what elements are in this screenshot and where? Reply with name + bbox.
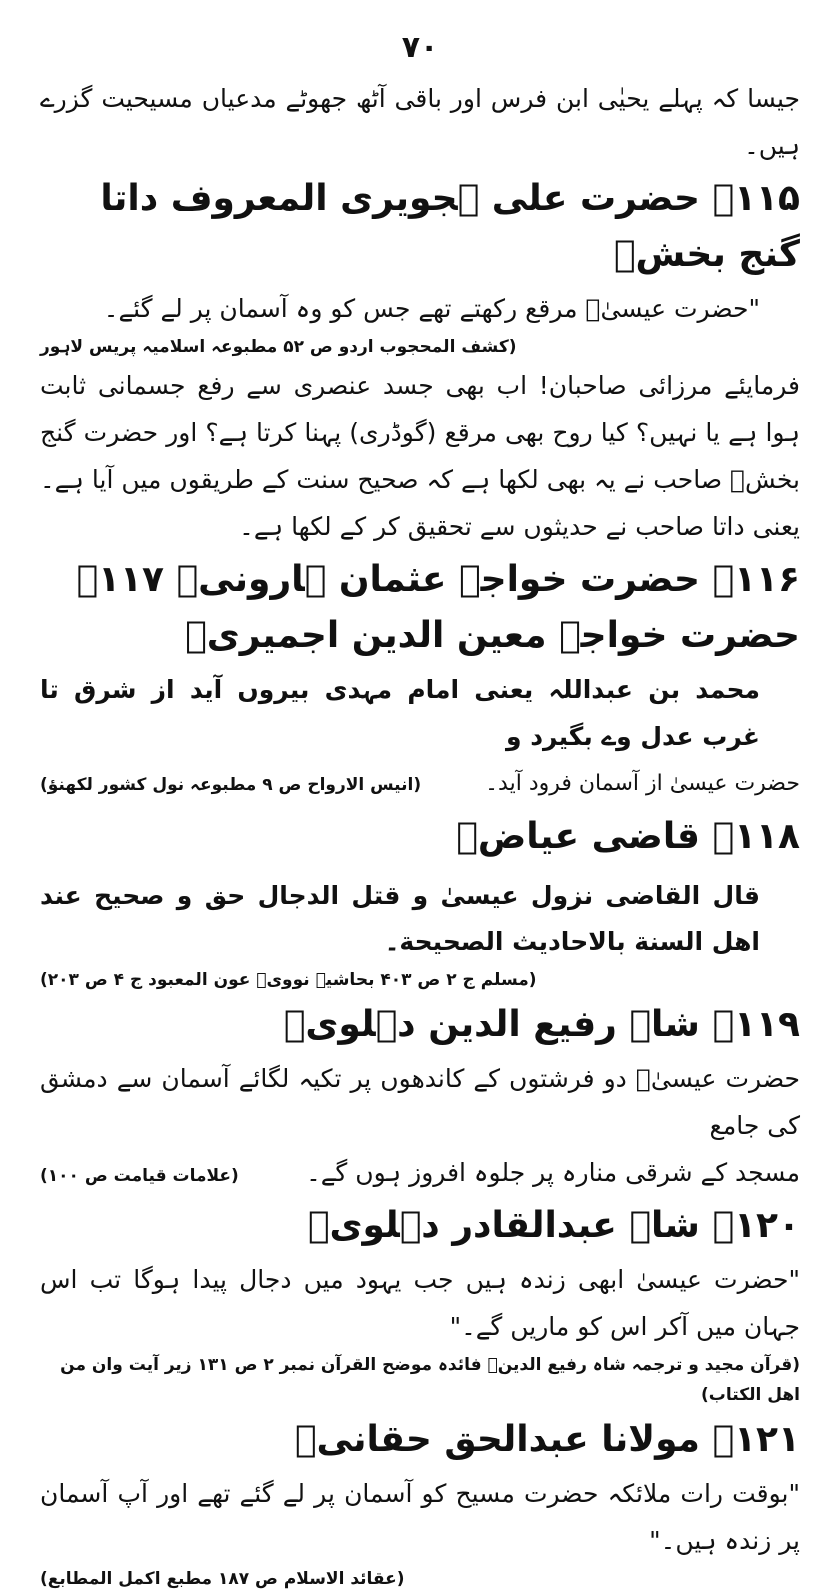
quote-115: "حضرت عیسیٰؑ مرقع رکھتے تھے جس کو وہ آسمان پر لے گئے۔ bbox=[103, 294, 760, 323]
citation-121: (عقائد الاسلام ص ۱۸۷ مطبع اکمل المطابع) bbox=[40, 1569, 405, 1589]
heading-115: ۱۱۵۔ حضرت علی ہجویری المعروف داتا گنج بخشؒ bbox=[100, 178, 800, 275]
heading-121: ۱۲۱۔ مولانا عبدالحق حقانیؒ bbox=[294, 1419, 800, 1460]
quote-116-row2 bbox=[40, 760, 800, 807]
page-number: ۷۰ bbox=[401, 30, 439, 65]
citation-118: (مسلم ج ۲ ص ۴۰۳ بحاشیہ نوویؒ عون المعبود ج ۴ ص ۲۰۳) bbox=[40, 970, 537, 990]
quote-119-row2 bbox=[40, 1149, 800, 1196]
citation-119: (علامات قیامت ص ۱۰۰) bbox=[40, 1166, 239, 1186]
heading-120: ۱۲۰۔ شاہ عبدالقادر دہلویؒ bbox=[307, 1205, 800, 1246]
quote-120: "حضرت عیسیٰ ابھی زندہ ہیں جب یہود میں دجال پیدا ہوگا تب اس جہان میں آکر اس کو ماریں گے۔" bbox=[40, 1265, 800, 1341]
quote-116-line1: محمد بن عبداللہ یعنی امام مہدی بیروں آید از شرق تا غرب عدل وے بگیرد و bbox=[40, 675, 760, 751]
heading-118: ۱۱۸۔ قاضی عیاضؒ bbox=[456, 816, 800, 857]
quote-116-line2: حضرت عیسیٰ از آسمان فرود آید۔ bbox=[485, 771, 800, 796]
paragraph-115: فرمایئے مرزائی صاحبان! اب بھی جسد عنصری سے رفع جسمانی ثابت ہوا ہے یا نہیں؟ کیا روح بھی مرقع (گوڈری) پہنا کرتا ہے؟ اور حضرت گنج بخشؒ صاحب نے یہ بھی لکھا ہے کہ صحیح سنت کے طریقوں میں آیا ہے۔ یعنی داتا صاحب نے حدیثوں سے تحقیق کر کے لکھا ہے۔ bbox=[40, 371, 800, 541]
citation-120: (قرآن مجید و ترجمہ شاہ رفیع الدینؒ فائدہ موضح القرآن نمبر ۲ ص ۱۳۱ زیر آیت وان من اھل الکتاب) bbox=[60, 1355, 800, 1405]
heading-116-117: ۱۱۶۔ حضرت خواجہ عثمان ہارونیؒ ۱۱۷۔ حضرت خواجہ معین الدین اجمیریؒ bbox=[76, 559, 800, 656]
intro-line: جیسا کہ پہلے یحیٰی ابن فرس اور باقی آٹھ جھوٹے مدعیاں مسیحیت گزرے ہیں۔ bbox=[40, 84, 800, 160]
quote-119-line1: حضرت عیسیٰؑ دو فرشتوں کے کاندھوں پر تکیہ لگائے آسمان سے دمشق کی جامع bbox=[40, 1064, 800, 1140]
heading-119: ۱۱۹۔ شاہ رفیع الدین دہلویؒ bbox=[283, 1004, 800, 1045]
quote-119-line2: مسجد کے شرقی منارہ پر جلوہ افروز ہوں گے۔ bbox=[306, 1158, 800, 1187]
quote-118: قال القاضی نزول عیسیٰ و قتل الدجال حق و صحیح عند اھل السنة بالاحادیث الصحیحة۔ bbox=[40, 881, 760, 956]
quote-121: "بوقت رات ملائکہ حضرت مسیح کو آسمان پر لے گئے تھے اور آپ آسمان پر زندہ ہیں۔" bbox=[40, 1479, 800, 1555]
citation-116: (انیس الارواح ص ۹ مطبوعہ نول کشور لکھنؤ) bbox=[40, 775, 422, 795]
citation-115: (کشف المحجوب اردو ص ۵۲ مطبوعہ اسلامیہ پریس لاہور bbox=[40, 337, 517, 357]
